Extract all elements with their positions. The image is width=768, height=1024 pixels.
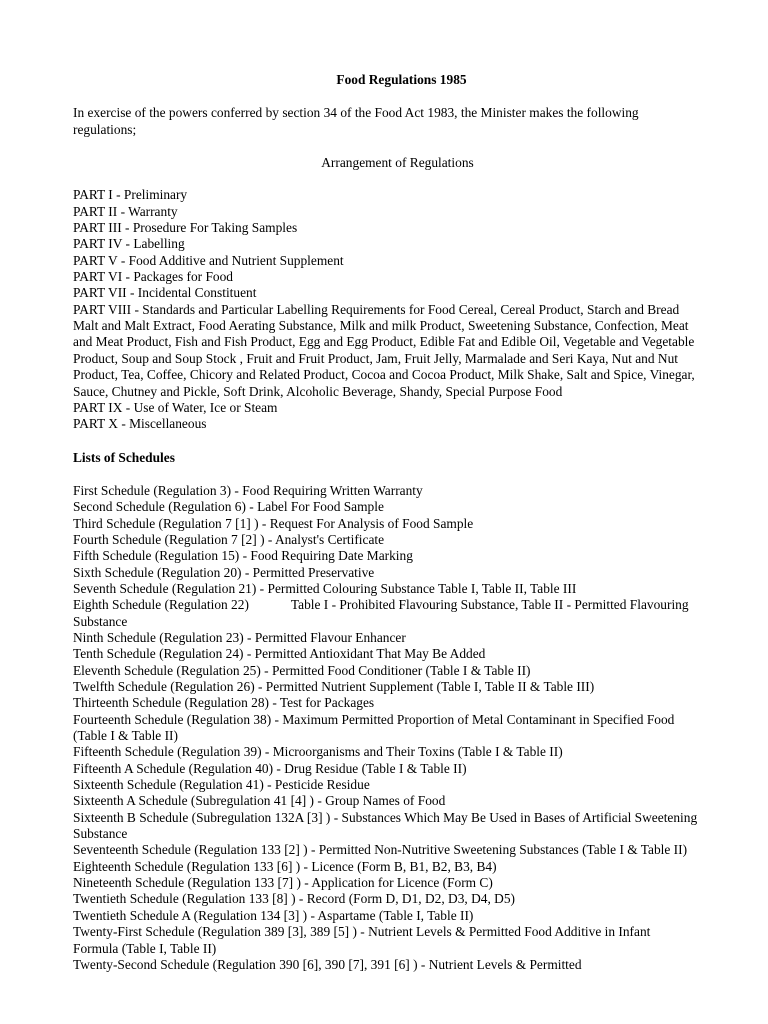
schedule-item: Eleventh Schedule (Regulation 25) - Permitted Food Conditioner (Table I & Table II) — [73, 662, 531, 678]
schedule-item: Fourteenth Schedule (Regulation 38) - Maximum Permitted Proportion of Metal Contaminant in Specified Food (Table I & Table II) — [73, 711, 675, 744]
part-item: PART III - Prosedure For Taking Samples — [73, 220, 298, 236]
schedule-item: Third Schedule (Regulation 7 [1] ) - Request For Analysis of Food Sample — [73, 515, 474, 531]
part-item: PART IV - Labelling — [73, 236, 185, 252]
document-page — [73, 72, 698, 973]
part-item: PART VI - Packages for Food — [73, 269, 234, 285]
part-item: PART VII - Incidental Constituent — [73, 285, 257, 301]
schedule-item: Twentieth Schedule (Regulation 133 [8] ) - Record (Form D, D1, D2, D3, D4, D5) — [73, 891, 515, 907]
schedule-item-eighth — [73, 597, 698, 630]
schedule-item: Nineteenth Schedule (Regulation 133 [7] ) - Application for Licence (Form C) — [73, 875, 493, 891]
schedule-item: Twentieth Schedule A (Regulation 134 [3] ) - Aspartame (Table I, Table II) — [73, 907, 474, 923]
schedule-item: Tenth Schedule (Regulation 24) - Permitted Antioxidant That May Be Added — [73, 646, 486, 662]
schedule-item: Twelfth Schedule (Regulation 26) - Permitted Nutrient Supplement (Table I, Table II & Table III) — [73, 679, 595, 694]
part-item: PART II - Warranty — [73, 203, 178, 219]
schedule-item: Sixteenth B Schedule (Subregulation 132A [3] ) - Substances Which May Be Used in Bases of Artificial Sweetening Substance — [73, 809, 698, 842]
schedule-item: Second Schedule (Regulation 6) - Label For Food Sample — [73, 499, 384, 515]
schedule-item: Ninth Schedule (Regulation 23) - Permitted Flavour Enhancer — [73, 629, 406, 645]
schedule-item: Fifteenth Schedule (Regulation 39) - Microorganisms and Their Toxins (Table I & Table II) — [73, 744, 563, 760]
part-item: PART V - Food Additive and Nutrient Supplement — [73, 252, 344, 268]
eighth-schedule-label: Eighth Schedule (Regulation 22) — [73, 597, 249, 613]
part-item: PART I - Preliminary — [73, 187, 188, 203]
schedule-item: Sixteenth A Schedule (Subregulation 41 [4] ) - Group Names of Food — [73, 793, 446, 809]
schedule-item: Twenty-Second Schedule (Regulation 390 [6], 390 [7], 391 [6] ) - Nutrient Levels & Permitted — [73, 956, 582, 972]
eighth-schedule-description: Table I - Prohibited Flavouring Substance, Table II - Permitted Flavouring Substance — [73, 597, 689, 629]
schedule-item: Thirteenth Schedule (Regulation 28) - Test for Packages — [73, 695, 375, 711]
schedules-list — [73, 483, 698, 973]
schedule-item: Fifth Schedule (Regulation 15) - Food Requiring Date Marking — [73, 548, 413, 564]
arrangement-heading: Arrangement of Regulations — [321, 155, 474, 171]
parts-list — [73, 187, 698, 432]
schedule-item: Fifteenth A Schedule (Regulation 40) - Drug Residue (Table I & Table II) — [73, 760, 467, 776]
schedule-item: Seventeenth Schedule (Regulation 133 [2] ) - Permitted Non-Nutritive Sweetening Substances (Table I & Table II) — [73, 842, 688, 858]
part-item: PART X - Miscellaneous — [73, 416, 207, 432]
intro-paragraph: In exercise of the powers conferred by section 34 of the Food Act 1983, the Minister makes the following regulations; — [73, 105, 639, 137]
part-item: PART IX - Use of Water, Ice or Steam — [73, 399, 278, 415]
document-title: Food Regulations 1985 — [336, 72, 467, 87]
schedule-item: Fourth Schedule (Regulation 7 [2] ) - Analyst's Certificate — [73, 531, 385, 547]
schedule-item: Seventh Schedule (Regulation 21) - Permitted Colouring Substance Table I, Table II, Table III — [73, 580, 577, 596]
schedule-item: First Schedule (Regulation 3) - Food Requiring Written Warranty — [73, 482, 423, 498]
schedule-item: Sixteenth Schedule (Regulation 41) - Pesticide Residue — [73, 777, 370, 793]
schedules-heading: Lists of Schedules — [73, 449, 175, 465]
schedule-item: Eighteenth Schedule (Regulation 133 [6] ) - Licence (Form B, B1, B2, B3, B4) — [73, 858, 497, 874]
schedule-item: Twenty-First Schedule (Regulation 389 [3], 389 [5] ) - Nutrient Levels & Permitted Food Additive in Infant Formula (Table I, Table II) — [73, 924, 651, 956]
schedule-item: Sixth Schedule (Regulation 20) - Permitted Preservative — [73, 564, 375, 580]
part-item: PART VIII - Standards and Particular Labelling Requirements for Food Cereal, Cereal Product, Starch and Bread Malt and Malt Extract, Food Aerating Substance, Milk and milk Product, Sweetening Substance, Confection, Meat and Meat Product, Fish and Fish Product, Egg and Egg Product, Edible Fat and Edible Oil, Vegetable and Vegetable Product, Soup and Soup Stock , Fruit and Fruit Product, Jam, Fruit Jelly, Marmalade and Seri Kaya, Nut and Nut Product, Tea, Coffee, Chicory and Related Product, Cocoa and Cocoa Product, Milk Shake, Salt and Spice, Vinegar, Sauce, Chutney and Pickle, Soft Drink, Alcoholic Beverage, Shandy, Special Purpose Food — [73, 301, 695, 399]
